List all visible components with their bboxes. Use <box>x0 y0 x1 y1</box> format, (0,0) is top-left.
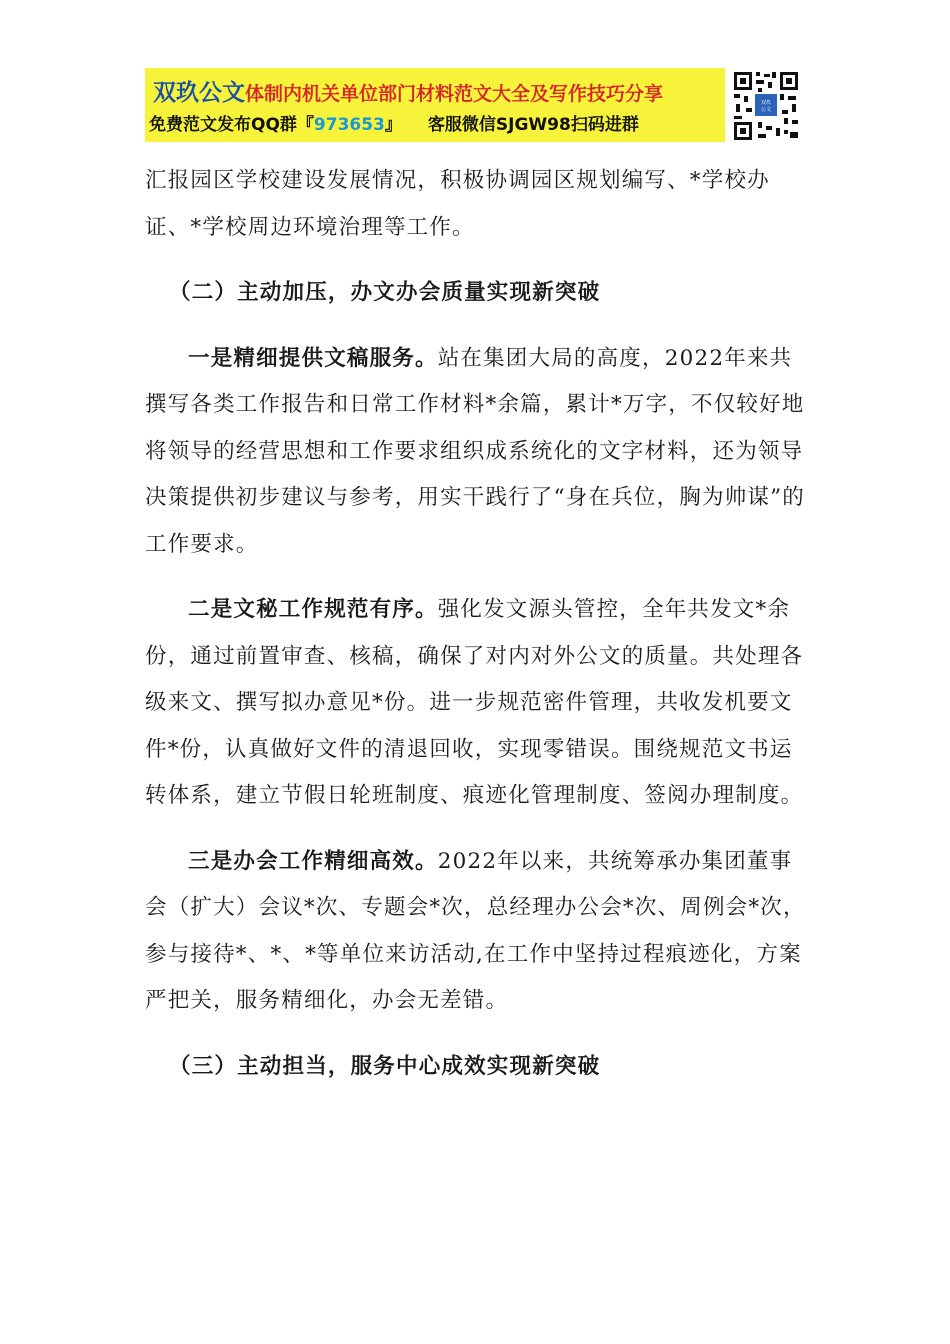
banner-line-2 <box>149 110 639 135</box>
item-3-lead: 三是办会工作精细高效。 <box>188 848 438 874</box>
header-banner <box>145 68 725 142</box>
item-1-body: 站在集团大局的高度，2022年来共撰写各类工作报告和日常工作材料*余篇，累计*万字，不仅较好地将领导的经营思想和工作要求组织成系统化的文字材料，还为领导决策提供初步建议与参考，用实干践行了“身在兵位，胸为帅谋”的工作要求。 <box>145 345 805 557</box>
qq-group-suffix: 』 <box>384 115 402 135</box>
paragraph-item-1 <box>145 336 810 569</box>
brand-name: 双玖公文 <box>153 80 245 106</box>
paragraph-item-3 <box>145 839 810 1025</box>
item-2-lead: 二是文秘工作规范有序。 <box>188 597 438 622</box>
paragraph-item-2 <box>145 587 810 820</box>
banner-tagline: 体制内机关单位部门材料范文大全及写作技巧分享 <box>245 83 664 105</box>
qr-caption-top: 双玖 <box>760 100 772 106</box>
qr-caption-bottom: 公文 <box>760 107 772 113</box>
item-3-body: 2022年以来，共统筹承办集团董事会（扩大）会议*次、专题会*次，总经理办公会*次、周例会*次，参与接待*、*、*等单位来访活动,在工作中坚持过程痕迹化，方案严把关，服务精细化，办会无差错。 <box>145 848 806 1013</box>
item-1-lead: 一是精细提供文稿服务。 <box>188 345 438 371</box>
section-heading-2: （二）主动加压，办文办会质量实现新突破 <box>169 280 601 305</box>
item-2-body: 强化发文源头管控，全年共发文*余份，通过前置审查、核稿，确保了对内对外公文的质量。共处理各级来文、撰写拟办意见*份。进一步规范密件管理，共收发机要文件*份，认真做好文件的清退回收，实现零错误。围绕规范文书运转体系，建立节假日轮班制度、痕迹化管理制度、签阅办理制度。 <box>145 597 804 808</box>
paragraph-continued: 汇报园区学校建设发展情况，积极协调园区规划编写、*学校办证、*学校周边环境治理等工作。 <box>145 168 770 240</box>
service-wechat: 客服微信SJGW98扫码进群 <box>427 115 639 135</box>
banner-line-1 <box>153 74 663 107</box>
qq-group-number: 973653 <box>313 115 385 135</box>
section-heading-3: （三）主动担当，服务中心成效实现新突破 <box>169 1053 601 1079</box>
qr-code-icon[interactable] <box>732 70 800 142</box>
document-body <box>145 158 810 1109</box>
qq-group-label: 免费范文发布QQ群『 <box>149 115 314 135</box>
